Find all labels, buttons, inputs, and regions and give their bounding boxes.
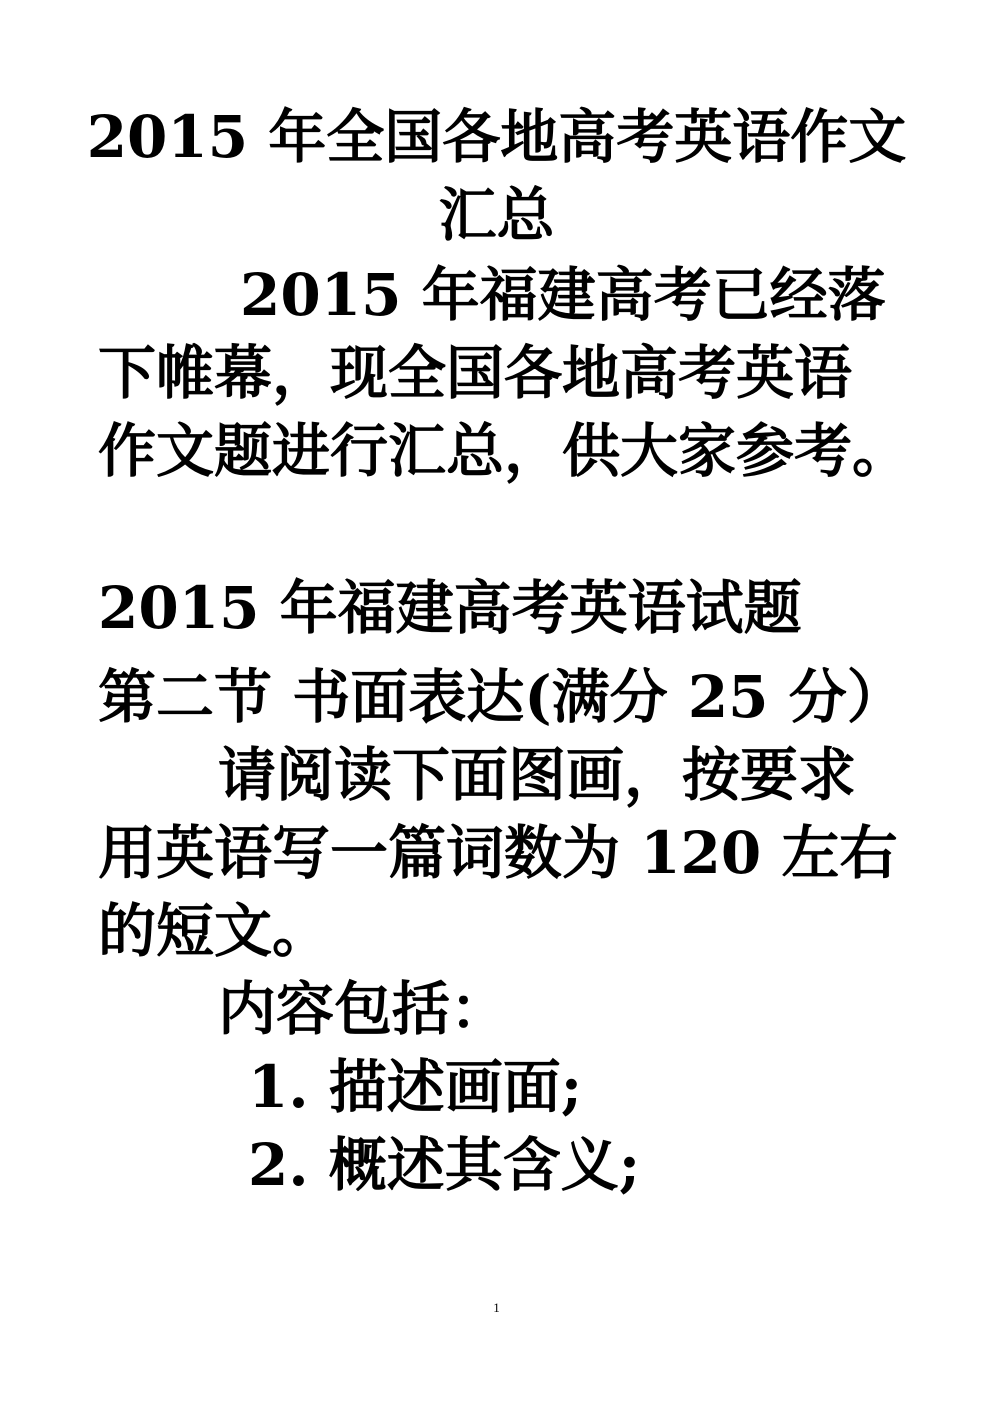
page-number: 1: [493, 1300, 500, 1315]
intro-line-2: 下帷幕，现全国各地高考英语: [98, 339, 853, 407]
document-title-line-2: 汇总: [438, 181, 555, 249]
content-label: 内容包括：: [218, 975, 509, 1043]
intro-line-1: 2015 年福建高考已经落: [240, 261, 886, 329]
section-heading: 2015 年福建高考英语试题: [98, 574, 802, 642]
list-item-1: 1. 描述画面;: [248, 1053, 583, 1121]
document-title-line-1: 2015 年全国各地高考英语作文: [86, 103, 907, 171]
section-subheading: 第二节 书面表达(满分 25 分）: [98, 663, 905, 731]
instruction-line-2: 用英语写一篇词数为 120 左右: [98, 819, 898, 887]
instruction-line-3: 的短文。: [98, 897, 331, 965]
list-item-2: 2. 概述其含义;: [248, 1131, 641, 1199]
intro-line-3: 作文题进行汇总，供大家参考。: [98, 417, 911, 485]
instruction-line-1: 请阅读下面图画，按要求: [218, 741, 857, 809]
